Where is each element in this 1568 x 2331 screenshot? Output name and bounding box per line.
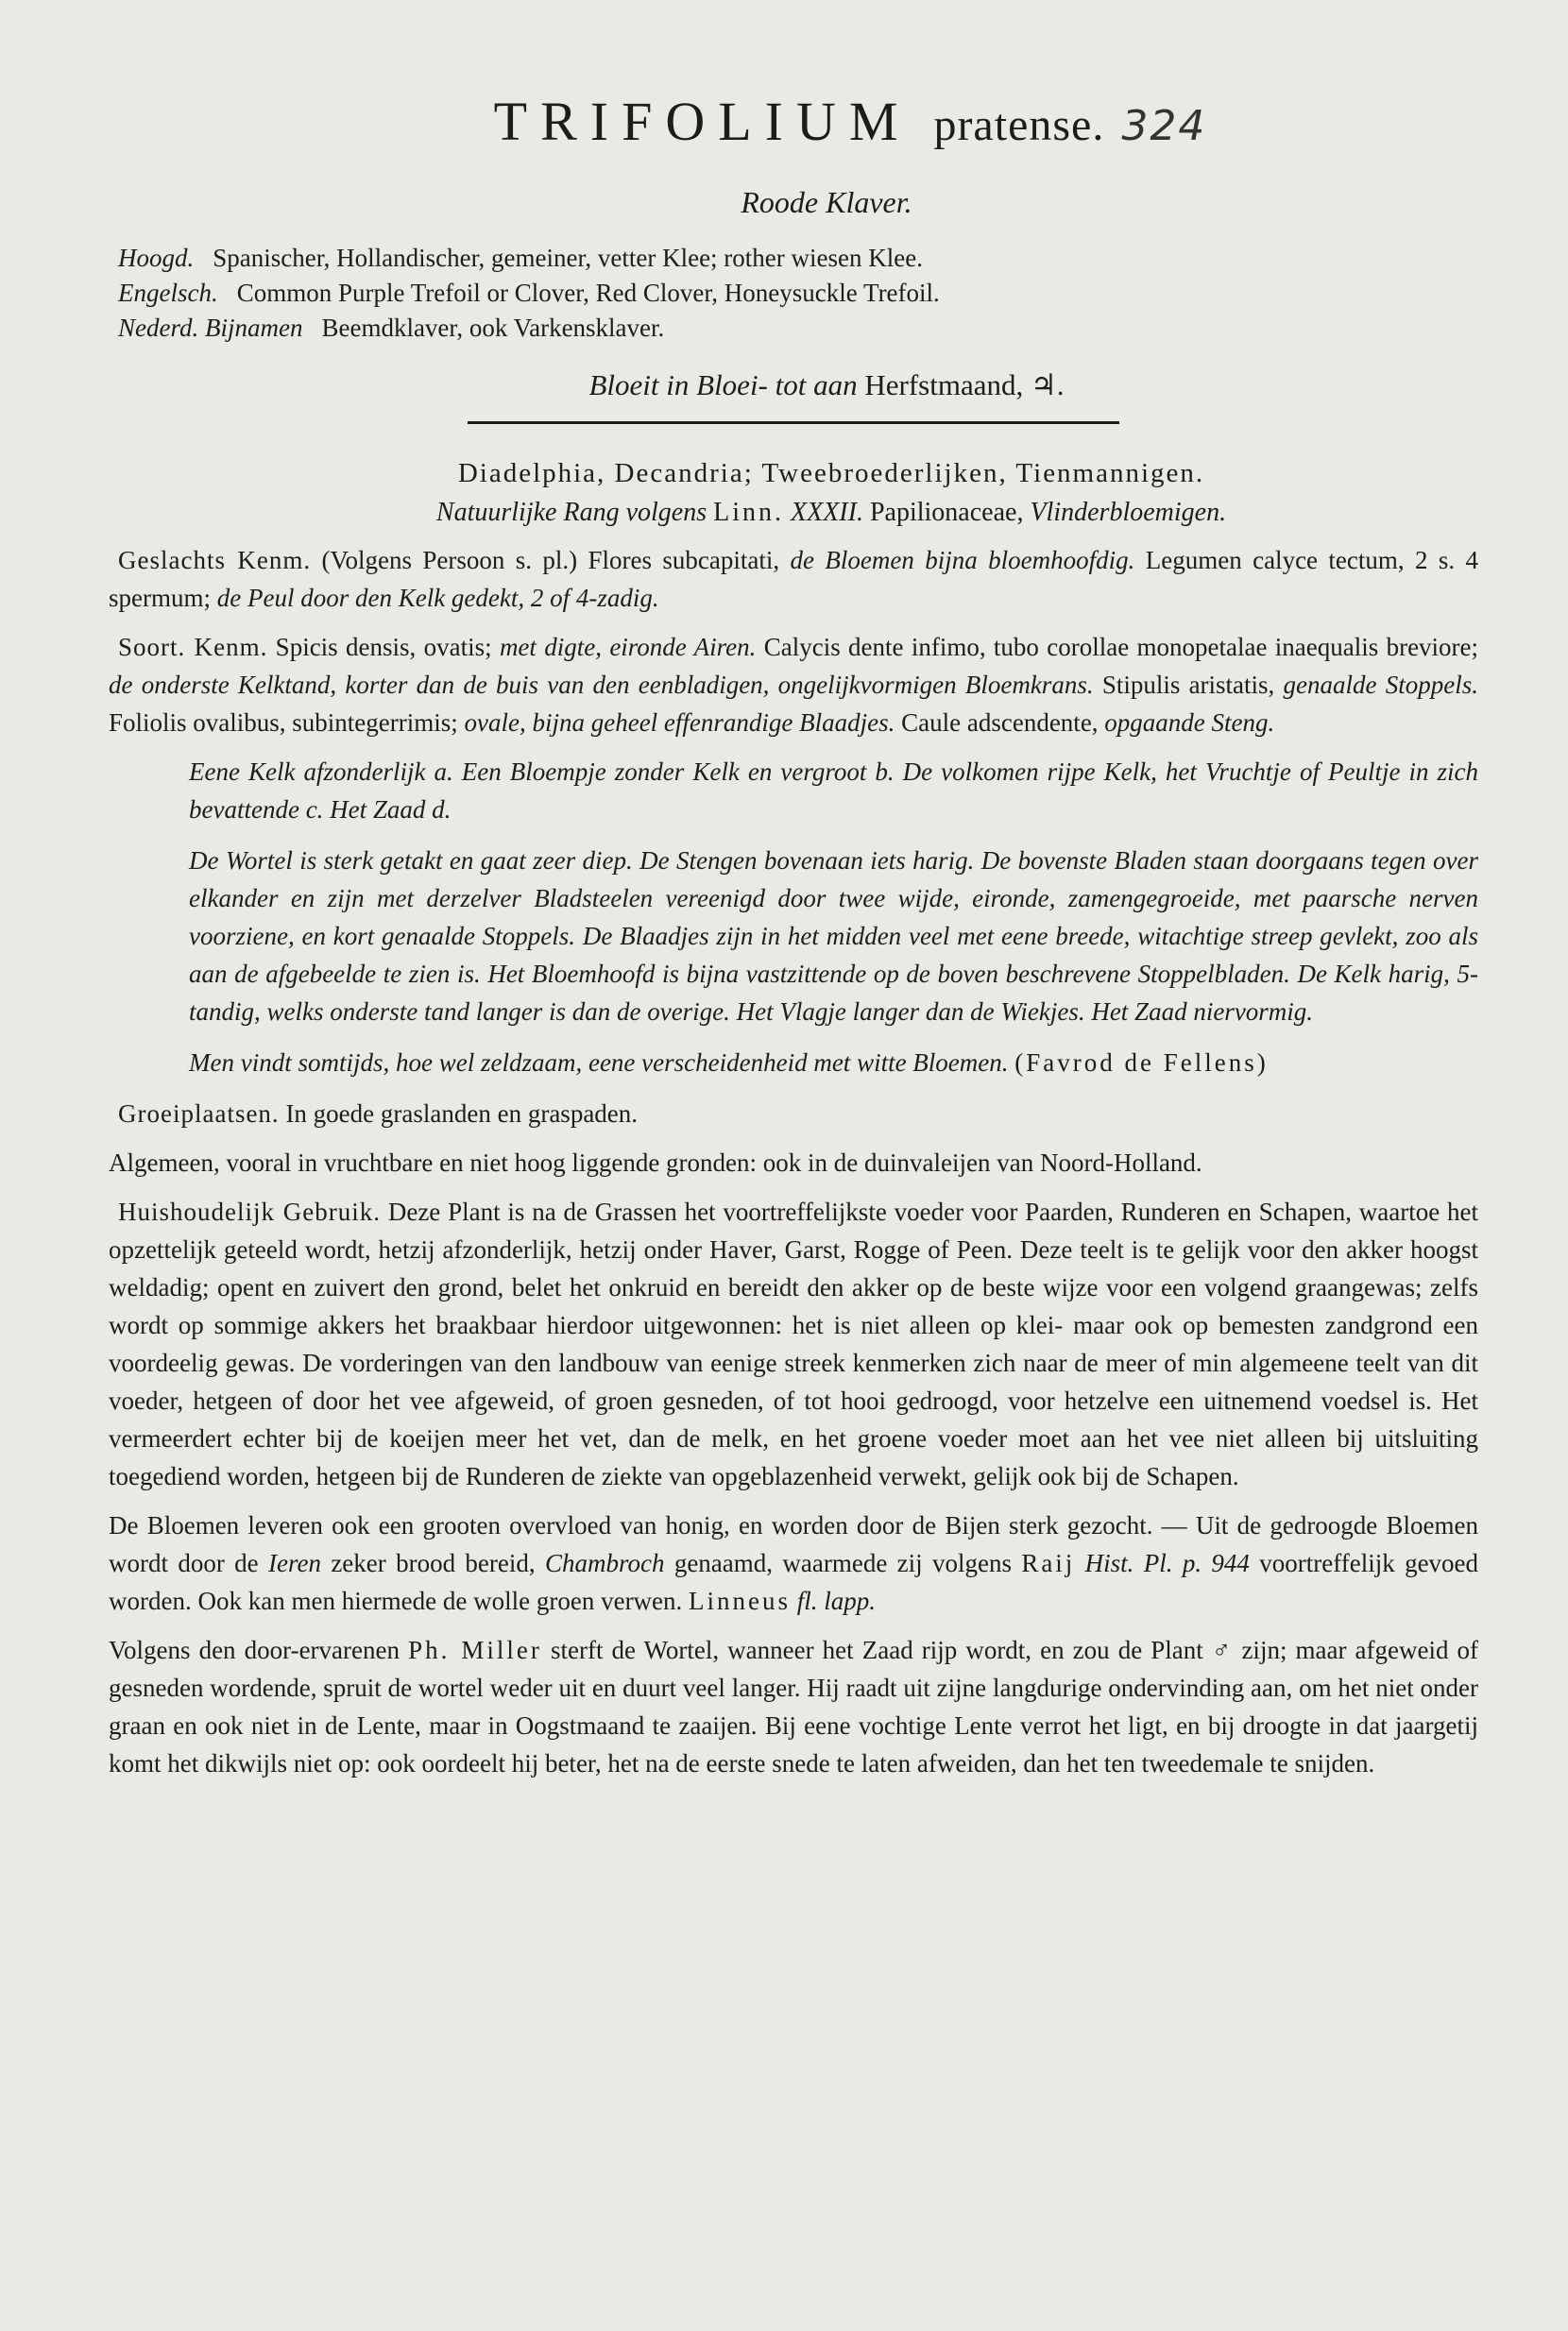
habitat-lead: Groeiplaatsen. (118, 1099, 280, 1128)
species-text-4: de onderste Kelktand, korter dan de buis van den eenbladigen, ongelijkvormigen Bloemkrans. (109, 671, 1094, 699)
figure-legend: Eene Kelk afzonderlijk a. Een Bloempje zonder Kelk en vergroot b. De volkomen rijpe Kelk, het Vruchtje of Peultje in zich bevattende c. Het Zaad d. (189, 757, 1478, 824)
divider-rule (468, 421, 1119, 424)
flowers-text-5: genaamd, waarmede zij volgens (673, 1549, 1012, 1577)
genus-text-2: de Bloemen bijna bloemhoofdig. (790, 546, 1135, 574)
classification-line: Diadelphia, Decandria; Tweebroederlijken, Tienmannigen. (457, 458, 1205, 488)
genus-lead: Geslachts Kenm. (118, 546, 312, 574)
name-row-hoogd (118, 241, 1478, 276)
name-text: Common Purple Trefoil or Clover, Red Clover, Honeysuckle Trefoil. (236, 279, 940, 307)
genus-title: TRIFOLIUM (493, 91, 912, 152)
rank-prefix: Natuurlijke Rang volgens (435, 498, 707, 527)
flowers-use (99, 1506, 1478, 1620)
species-lead: Soort. Kenm. (118, 633, 268, 661)
habitat-text: In goede graslanden en graspaden. (285, 1099, 639, 1128)
name-lang: Nederd. Bijnamen (118, 314, 303, 342)
common-name: Roode Klaver. (741, 185, 912, 219)
rank-linn: Linn. (713, 498, 784, 527)
flowers-text-8: voortreffelijk gevoed worden. Ook kan men hiermede de wolle groen verwen. (109, 1549, 1479, 1615)
name-row-nederd (118, 311, 1478, 346)
title-line (222, 90, 1478, 179)
miller-note (99, 1631, 1478, 1782)
genus-characters (99, 541, 1478, 617)
flowers-text-1: De Bloemen leveren ook een grooten overvloed van honig, en worden door de Bijen sterk gezocht. — Uit de gedroogde Bloemen wordt door de (109, 1511, 1478, 1577)
species-text-7: Foliolis ovalibus, subintegerrimis; (109, 708, 458, 737)
name-text: Spanischer, Hollandischer, gemeiner, vetter Klee; rother wiesen Klee. (213, 244, 923, 272)
flowers-text-9: Linneus (689, 1587, 792, 1615)
flowers-text-10: fl. lapp. (796, 1587, 877, 1615)
flowers-text-3: zeker brood bereid, (331, 1549, 536, 1577)
species-title: pratense. (933, 100, 1105, 150)
species-text-1: Spicis densis, ovatis; (275, 633, 492, 661)
species-text-10: opgaande Steng. (1104, 708, 1275, 737)
flowers-text-4: Chambroch (544, 1549, 665, 1577)
genus-text-1: (Volgens Persoon s. pl.) Flores subcapitati, (321, 546, 780, 574)
species-text-8: ovale, bijna geheel effenrandige Blaadjes. (464, 708, 895, 737)
flowers-text-2: Ieren (268, 1549, 321, 1577)
vernacular-names (118, 241, 1478, 346)
household-text: Deze Plant is na de Grassen het voortreffelijkste voeder voor Paarden, Runderen en Schapen, waartoe het opzettelijk geteeld wordt, hetzij afzonderlijk, hetzij onder Haver, Garst, Rogge of Peen. Deze teelt is te gelijk voor den akker hoogst weldadig; opent en zuivert den grond, belet het onkruid en bereidt den akker op de beste wijze voor een volgend graangewas; zelfs wordt op sommige akkers het braakbaar hierdoor uitgewonnen: het is niet alleen op klei- maar ook op bemesten zandgrond een voordeelig gewas. De vorderingen van den landbouw van eenige streek kenmerken zich naar de meer of min algemeene teelt van dit voeder, hetgeen of door het vee afgeweid, of groen gesneden, of tot hooi gedroogd, voor hetzelve een uitnemend voedsel is. Het vermeerdert echter bij de koeijen meer het vet, dan de melk, en het groene voeder moet aan het vee niet alleen bij uitsluiting toegediend worden, hetgeen bij de Runderen de ziekte van opgeblazenheid verwekt, gelijk ook bij de Schapen. (109, 1198, 1478, 1490)
genus-text-3: Legumen calyce tectum, 2 s. 4 spermum; (109, 546, 1479, 612)
variety-text: Men vindt somtijds, hoe wel zeldzaam, eene verscheidenheid met witte Bloemen. (189, 1048, 1009, 1077)
name-row-engelsch (118, 276, 1478, 311)
name-lang: Hoogd. (118, 244, 195, 272)
species-text-6: genaalde Stoppels. (1283, 671, 1478, 699)
rank-number: XXXII. (791, 498, 863, 527)
flowers-text-6: Raij (1021, 1549, 1076, 1577)
genus-text-4: de Peul door den Kelk gedekt, 2 of 4-zadig. (216, 584, 659, 612)
habitat (99, 1095, 1478, 1132)
household-use (99, 1193, 1478, 1495)
name-lang: Engelsch. (118, 279, 218, 307)
household-lead: Huishoudelijk Gebruik. (118, 1198, 382, 1226)
natural-rank-line (184, 494, 1478, 532)
species-text-5: Stipulis aristatis, (1101, 671, 1275, 699)
species-text-9: Caule adscendente, (901, 708, 1099, 737)
miller-name: Ph. Miller (408, 1636, 542, 1664)
flowers-text-7: Hist. Pl. p. 944 (1084, 1549, 1250, 1577)
plant-description: De Wortel is sterk getakt en gaat zeer diep. De Stengen bovenaan iets harig. De bovenste Bladen staan doorgaans tegen over elkander en zijn met derzelver Bladsteelen vereenigd door twee wijde, eironde, zamengegroeide, met paarsche nerven voorziene, en kort genaalde Stoppels. De Blaadjes zijn in het midden veel met eene breede, witachtige streep gevlekt, zoo als aan de afgebeelde te zien is. Het Bloemhoofd is bijna vastzittende op de boven beschrevene Stoppelbladen. De Kelk harig, 5-tandig, welks onderste tand langer is dan de overige. Het Vlagje langer dan de Wiekjes. Het Zaad niervormig. (189, 846, 1478, 1026)
variety-note (99, 1044, 1478, 1081)
name-text: Beemdklaver, ook Varkensklaver. (321, 314, 665, 342)
miller-text-3: sterft de Wortel, wanneer het Zaad rijp wordt, en zou de Plant ♂ zijn; maar afgeweid of gesneden wordende, spruit de wortel weder uit en duurt veel langer. Hij raadt uit zijne langdurige ondervinding aan, om het niet onder graan en ook niet in de Lente, maar in Oogstmaand te zaaijen. Bij eene vochtige Lente verrot het ligt, en bij droogte in dat jaargetij komt het dikwijls niet op: ook oordeelt hij beter, het na de eerste snede te laten afweiden, dan het ten tweedemale te snijden. (109, 1636, 1479, 1778)
species-text-3: Calycis dente infimo, tubo corollae monopetalae inaequalis breviore; (763, 633, 1479, 661)
bloom-line (175, 368, 1478, 402)
page-number: 324 (1121, 102, 1207, 150)
rank-family-dutch: Vlinderbloemigen. (1030, 498, 1227, 527)
bloom-month: Herfstmaand, ♃. (864, 368, 1065, 401)
species-characters (99, 628, 1478, 741)
habitat-general: Algemeen, vooral in vruchtbare en niet hoog liggende gronden: ook in de duinvaleijen van Noord-Holland. (109, 1148, 1202, 1177)
bloom-prefix: Bloeit in Bloei- tot aan (588, 368, 858, 401)
miller-text-1: Volgens den door-ervarenen (109, 1636, 400, 1664)
species-text-2: met digte, eironde Airen. (499, 633, 757, 661)
variety-author: (Favrod de Fellens) (1014, 1048, 1269, 1077)
rank-family: Papilionaceae, (869, 498, 1024, 527)
